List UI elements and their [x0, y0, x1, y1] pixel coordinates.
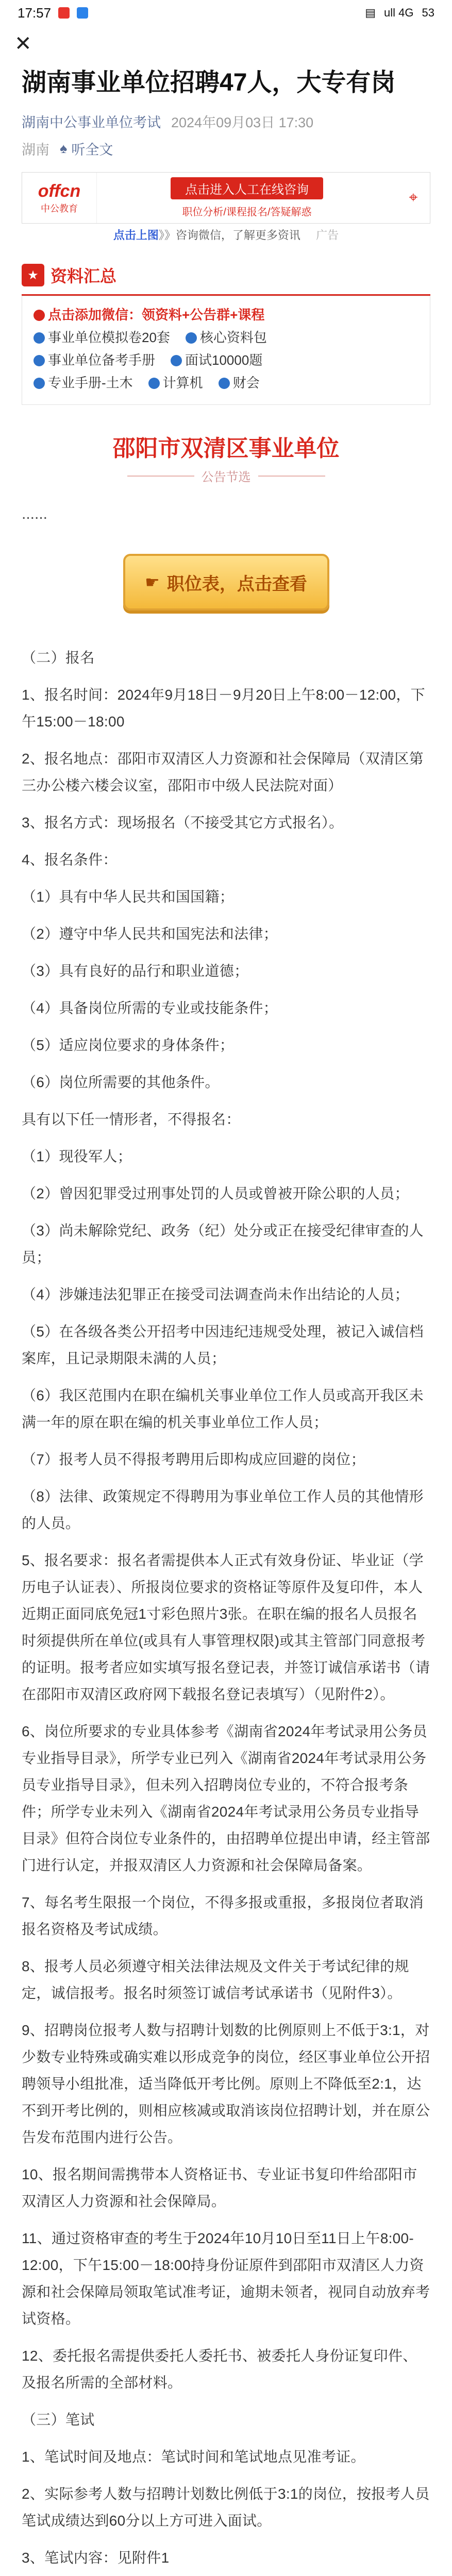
body-paragraph: 11、通过资格审查的考生于2024年10月10日至11日上午8:00-12:00，下午15:00－18:00持身份证原件到邵阳市双清区人力资源和社会保障局领取笔试准考证，逾期未领者，视同自动放弃考试资格。 [22, 2230, 430, 2327]
cta-label: 职位表，点击查看 [166, 574, 307, 594]
body-paragraph: （8）法律、政策规定不得聘用为事业单位工作人员的其他情形的人员。 [22, 1488, 424, 1531]
status-left [18, 5, 88, 21]
body-paragraph: （6）岗位所需要的其他条件。 [22, 1074, 220, 1090]
hand-pointer-icon: ☛ [145, 573, 160, 591]
body-paragraph: （4）具备岗位所需的专业或技能条件； [22, 1000, 278, 1016]
gift-icon [34, 310, 45, 321]
app-icon [77, 7, 88, 19]
banner-caption [22, 227, 430, 243]
status-bar [0, 0, 452, 26]
article-meta [22, 111, 430, 131]
status-right [365, 6, 434, 20]
banner-logo-main: offcn [38, 181, 81, 201]
body-paragraph: 10、报名期间需携带本人资格证书、专业证书复印件给邵阳市双清区人力资源和社会保障局。 [22, 2166, 417, 2209]
banner-caption-pre[interactable]: 点击上图 [113, 229, 159, 242]
resource-item[interactable]: 点击添加微信：领资料+公告群+课程 [34, 303, 264, 326]
body-paragraph: （4）涉嫌违法犯罪正在接受司法调查尚未作出结论的人员； [22, 1286, 409, 1302]
notification-icon [58, 7, 70, 19]
folder-icon: ★ [22, 264, 44, 286]
doc-icon [34, 332, 45, 344]
resource-item[interactable]: 财会 [219, 371, 260, 394]
resource-box [22, 296, 430, 405]
body-paragraph: 3、报名方式：现场报名（不接受其它方式报名）。 [22, 815, 344, 831]
banner-line-1: 点击进入人工在线咨询 [171, 177, 323, 199]
body-paragraph: 6、岗位所要求的专业具体参考《湖南省2024年考试录用公务员专业指导目录》，所学专业已列入《湖南省2024年考试录用公务员专业指导目录》，但未列入招聘岗位专业的，不符合报考条件；所学专业未列入《湖南省2024年考试录用公务员专业指导目录》但符合岗位专业条件的，由招聘单位提出申请，经主管部门进行认定，并报双清区人力资源和社会保障局备案。 [22, 1723, 430, 1873]
listen-label: 听全文 [71, 142, 113, 158]
divider-left [127, 476, 194, 477]
pin-icon: ⌖ [409, 189, 418, 206]
city-header [22, 430, 430, 485]
article-body [22, 645, 430, 2576]
resource-row-4 [34, 371, 418, 394]
resource-heading [22, 263, 430, 287]
body-paragraph: 7、每名考生限报一个岗位，不得多报或重报，多报岗位者取消报名资格及考试成绩。 [22, 1894, 424, 1937]
article-title: 湖南事业单位招聘47人，大专有岗 [22, 69, 396, 96]
top-nav [0, 26, 452, 62]
body-paragraph: 9、招聘岗位报考人数与招聘计划数的比例原则上不低于3:1，对少数专业特殊或确实难以形成竞争的岗位，经区事业单位公开招聘领导小组批准，适当降低开考比例。原则上不降低至2:1，达不到开考比例的，则相应核减或取消该岗位招聘计划，并在原公告发布范围内进行公告。 [22, 2022, 430, 2145]
body-paragraph: （三）笔试 [22, 2412, 95, 2428]
ellipsis: ...... [22, 505, 48, 522]
body-paragraph: （二）报名 [22, 650, 95, 666]
consult-banner[interactable] [22, 172, 430, 224]
publish-time: 2024年09月03日 17:30 [171, 115, 314, 130]
status-time: 17:57 [18, 5, 52, 21]
banner-text [97, 173, 397, 223]
city-title: 邵阳市双清区事业单位 [112, 436, 340, 461]
resource-row-2 [34, 326, 418, 349]
resource-row-3 [34, 349, 418, 371]
body-paragraph: （3）尚未解除党纪、政务（纪）处分或正在接受纪律审查的人员； [22, 1223, 424, 1265]
doc-icon [171, 355, 182, 366]
doc-icon [148, 378, 160, 389]
body-paragraph: （2）遵守中华人民共和国宪法和法律； [22, 926, 278, 942]
body-paragraph: 具有以下任一情形者，不得报名： [22, 1111, 241, 1127]
doc-icon [34, 355, 45, 366]
body-paragraph: （6）我区范围内在职在编机关事业单位工作人员或高开我区未满一年的原在职在编的机关事业单位工作人员； [22, 1387, 424, 1430]
close-icon[interactable]: ✕ [14, 32, 32, 55]
body-paragraph: （5）适应岗位要求的身体条件； [22, 1037, 235, 1053]
doc-icon [219, 378, 230, 389]
body-paragraph: （3）具有良好的品行和职业道德； [22, 963, 249, 979]
article-meta-2 [22, 139, 430, 159]
divider-right [258, 476, 325, 477]
body-paragraph: 8、报考人员必须遵守相关法律法规及文件关于考试纪律的规定，诚信报考。报名时须签订诚信考试承诺书（见附件3）。 [22, 1958, 409, 2001]
resource-title: 资料汇总 [51, 267, 117, 285]
body-paragraph: （1）现役军人； [22, 1148, 132, 1164]
body-paragraph: （1）具有中华人民共和国国籍； [22, 889, 235, 905]
listen-button[interactable] [60, 139, 113, 159]
banner-line-2: 职位分析/课程报名/答疑解惑 [182, 207, 312, 218]
city-subtitle: 公告节选 [201, 470, 251, 484]
doc-icon [186, 332, 197, 344]
body-paragraph: 2、实际参考人数与招聘计划数比例低于3:1的岗位，按报考人员笔试成绩达到60分以上方可进入面试。 [22, 2486, 430, 2529]
banner-logo-sub: 中公教育 [41, 203, 78, 214]
region-label: 湖南 [22, 142, 49, 158]
resource-item[interactable]: 事业单位模拟卷20套 [34, 326, 170, 349]
body-paragraph: 1、笔试时间及地点：笔试时间和笔试地点见准考证。 [22, 2449, 365, 2465]
body-paragraph: （2）曾因犯罪受过刑事处罚的人员或曾被开除公职的人员； [22, 1185, 409, 1201]
banner-logo [22, 173, 97, 223]
body-paragraph: 4、报名条件： [22, 852, 118, 868]
body-paragraph: （7）报考人员不得报考聘用后即构成应回避的岗位； [22, 1451, 365, 1467]
body-paragraph: （5）在各级各类公开招考中因违纪违规受处理，被记入诚信档案库，且记录期限未满的人员； [22, 1324, 424, 1366]
resource-row-1 [34, 303, 418, 326]
city-subtitle-row [22, 467, 430, 485]
article-content [0, 66, 452, 2576]
doc-icon [34, 378, 45, 389]
battery-level: 53 [422, 6, 434, 19]
body-paragraph: 3、笔试内容：见附件1 [22, 2550, 170, 2566]
body-paragraph: 12、委托报名需提供委托人委托书、被委托人身份证复印件、及报名所需的全部材料。 [22, 2348, 417, 2391]
body-paragraph: 1、报名时间：2024年9月18日－9月20日上午8:00－12:00，下午15:00－18:00 [22, 687, 425, 730]
headphones-icon: ♠ [60, 141, 68, 156]
resource-item[interactable]: 面试10000题 [171, 349, 262, 371]
body-paragraph: 5、报名要求：报名者需提供本人正式有效身份证、毕业证（学历电子认证表）、所报岗位要求的资格证等原件及复印件，本人近期正面同底免冠1寸彩色照片3张。在职在编的报名人员报名时须提供所在单位(或具有人事管理权限)或其主管部门同意报考的证明。报考者应如实填写报名登记表，并签订诚信承诺书（请在邵阳市双清区政府网下载报名登记表填写）（见附件2）。 [22, 1552, 430, 1702]
resource-item[interactable]: 计算机 [148, 371, 203, 394]
resource-item[interactable]: 事业单位备考手册 [34, 349, 155, 371]
signal-text: ull 4G [384, 6, 414, 19]
ad-tag: 广告 [316, 229, 339, 242]
account-link[interactable]: 湖南中公事业单位考试 [22, 115, 161, 130]
banner-caption-post: 》》咨询微信，了解更多资讯 [158, 229, 300, 242]
resource-item[interactable]: 专业手册-土木 [34, 371, 133, 394]
wifi-icon: ▤ [365, 6, 376, 19]
resource-item[interactable]: 核心资料包 [186, 326, 267, 349]
position-table-button[interactable] [123, 554, 329, 611]
body-paragraph: 2、报名地点：邵阳市双清区人力资源和社会保障局（双清区第三办公楼六楼会议室，邵阳市中级人民法院对面） [22, 751, 424, 793]
